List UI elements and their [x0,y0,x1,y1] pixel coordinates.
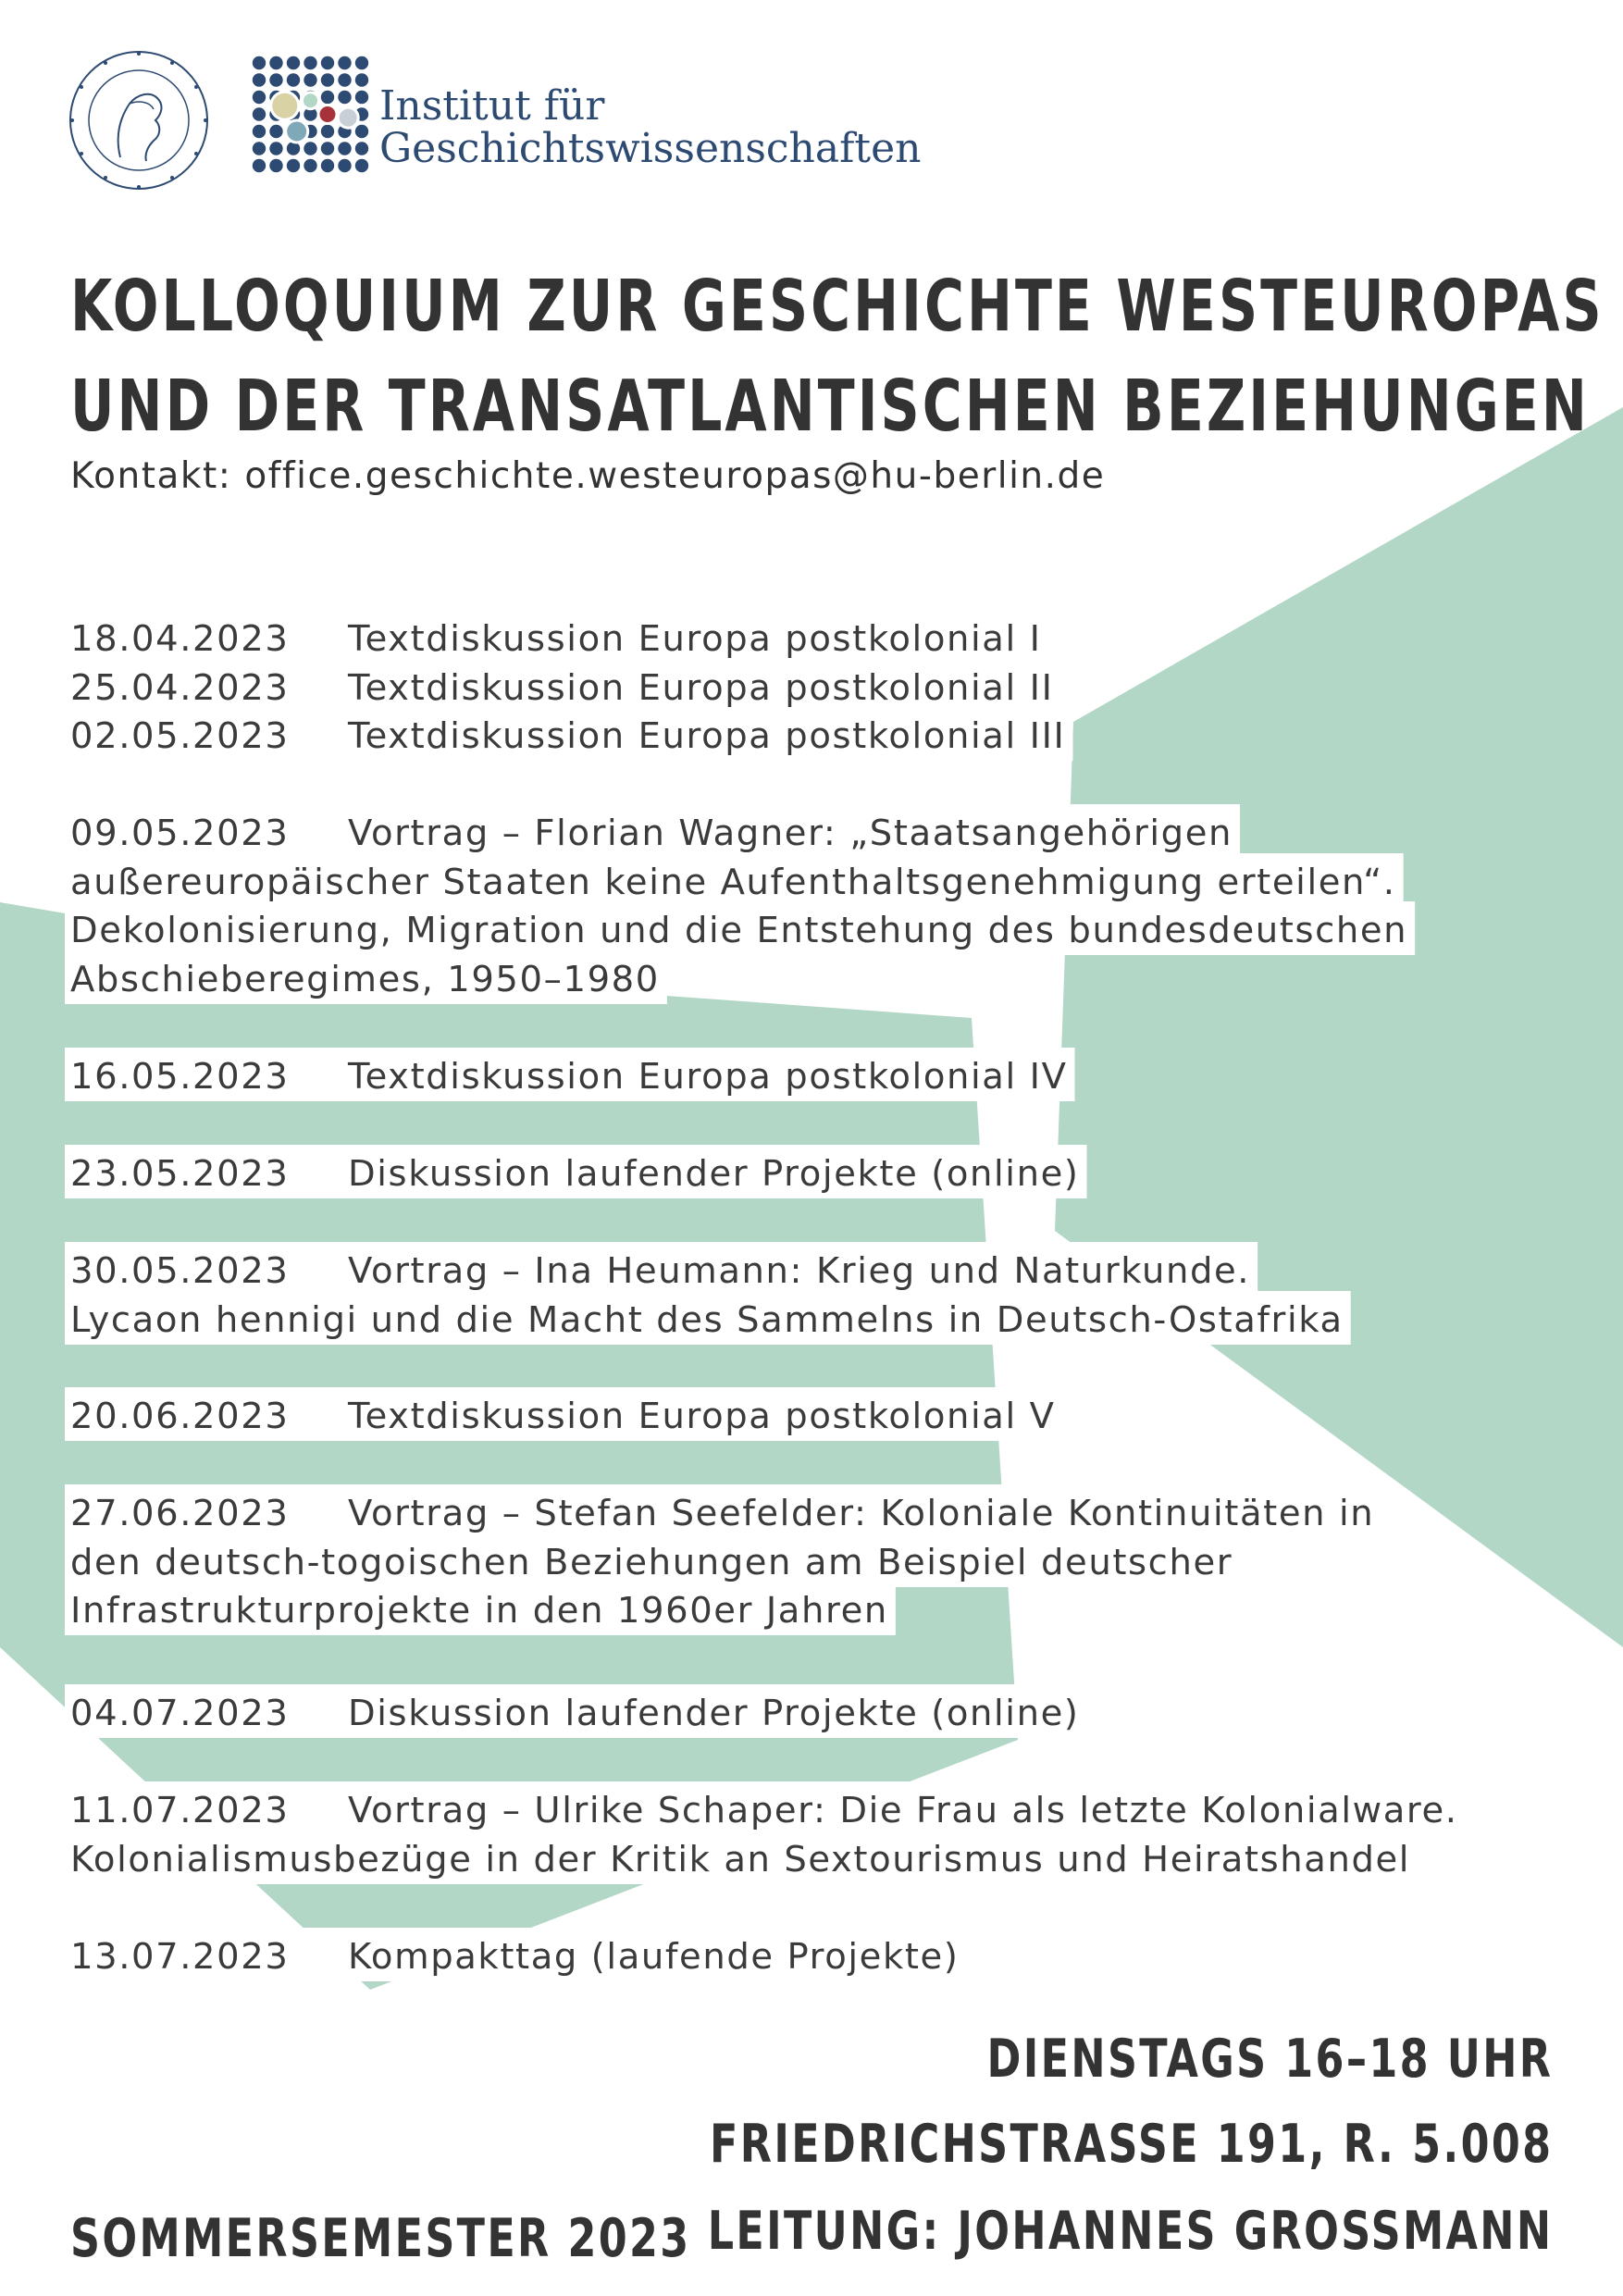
event-row-continuation [70,1539,1233,1588]
logo-accent-dot [286,120,308,143]
event-row [70,810,1233,859]
logo-dot [269,125,282,138]
event-row [70,1787,1458,1836]
logo-dot [304,73,316,86]
event-text: Vortrag – Stefan Seefelder: Koloniale Kontinuitäten in [348,1493,1375,1534]
event-text: Abschieberegimes, 1950–1980 [70,958,660,1000]
event-date: 20.06.2023 [70,1396,290,1437]
logo-dot [304,159,316,172]
event-text: Textdiskussion Europa postkolonial I [348,618,1042,660]
event-row [70,1393,1056,1442]
event-text: außereuropäischer Staaten keine Aufenthaltsgenehmigung erteilen“. [70,861,1396,903]
event-text: den deutsch-togoischen Beziehungen am Beispiel deutscher [70,1541,1233,1583]
logo-dot [287,73,300,86]
event-row [70,1490,1374,1539]
event-date: 23.05.2023 [70,1153,290,1195]
event-row [70,713,1065,762]
event-text: Infrastrukturprojekte in den 1960er Jahren [70,1590,888,1632]
logo-dot [269,56,282,69]
event-date: 04.07.2023 [70,1693,290,1734]
event-row-continuation [70,859,1396,908]
event-date: 27.06.2023 [70,1493,290,1534]
event-text: Diskussion laufender Projekte (online) [348,1693,1080,1734]
logo-dot [338,56,351,69]
logo-dot [253,91,266,104]
title-line-1: KOLLOQUIUM ZUR GESCHICHTE WESTEUROPAS [70,266,1604,348]
event-date: 02.05.2023 [70,715,290,757]
event-text: Kompakttag (laufende Projekte) [348,1936,960,1978]
institute-name-line2: Geschichtswissenschaften [379,125,922,172]
university-seal-logo [65,46,213,194]
logo-accent-dot [303,93,319,109]
logo-dot [321,159,334,172]
event-row [70,1690,1080,1739]
event-text: Vortrag – Ina Heumann: Krieg und Naturkunde. [348,1250,1251,1292]
logo-dot [253,125,266,138]
logo-dot [269,73,282,86]
event-row [70,1933,959,1982]
event-text: Lycaon hennigi und die Macht des Sammelns in Deutsch-Ostafrika [70,1298,1344,1341]
event-row [70,1247,1250,1297]
logo-dot [338,142,351,155]
event-text: Textdiskussion Europa postkolonial V [348,1396,1056,1437]
event-row-continuation [70,1587,888,1636]
footer-time: DIENSTAGS 16–18 UHR [986,2029,1553,2090]
logo-dot [321,142,334,155]
logo-dot [321,125,334,138]
logo-dot [287,159,300,172]
logo-dot [321,73,334,86]
logo-dot [287,56,300,69]
event-row-continuation [70,907,1407,956]
event-text: Diskussion laufender Projekte (online) [348,1153,1080,1195]
institute-dots-logo [250,54,372,176]
contact-line: Kontakt: office.geschichte.westeuropas@hu-berlin.de [70,455,1106,497]
logo-dot [287,142,300,155]
title-line-2: UND DER TRANSATLANTISCHEN BEZIEHUNGEN [70,366,1590,448]
logo-dot [269,142,282,155]
institute-name [379,82,922,172]
logo-accent-dot [318,105,337,124]
logo-dot [338,159,351,172]
event-date: 13.07.2023 [70,1936,290,1978]
event-row-continuation [70,956,660,1005]
logo-dot [355,91,368,104]
event-row [70,1150,1080,1199]
footer-location: FRIEDRICHSTRASSE 191, R. 5.008 [709,2114,1553,2175]
event-row-continuation [70,1836,1410,1885]
event-row-continuation [70,1297,1344,1346]
event-date: 16.05.2023 [70,1056,290,1098]
logo-dot [269,159,282,172]
event-text: Textdiskussion Europa postkolonial IV [348,1056,1068,1098]
logo-dot [253,73,266,86]
event-date: 09.05.2023 [70,813,290,854]
logo-dot [321,91,334,104]
logo-dot [355,125,368,138]
event-text: Kolonialismusbezüge in der Kritik an Sextourismus und Heiratshandel [70,1838,1411,1880]
event-row [70,664,1054,714]
logo-dot [253,56,266,69]
logo-dot [355,159,368,172]
logo-dot [355,73,368,86]
logo-dot [304,56,316,69]
event-date: 18.04.2023 [70,618,290,660]
event-row [70,1053,1068,1102]
logo-dot [355,142,368,155]
logo-dot [253,159,266,172]
logo-dot [253,107,266,120]
event-date: 25.04.2023 [70,667,290,709]
event-text: Textdiskussion Europa postkolonial II [348,667,1054,709]
logo-dot [321,56,334,69]
logo-accent-dot [338,107,358,128]
logo-dot [338,73,351,86]
logo-dot [338,91,351,104]
event-text: Vortrag – Florian Wagner: „Staatsangehörigen [348,813,1233,854]
logo-accent-dot [271,92,299,119]
event-date: 30.05.2023 [70,1250,290,1292]
event-date: 11.07.2023 [70,1790,290,1831]
logo-dot [304,142,316,155]
institute-name-line1: Institut für [379,82,605,130]
event-row [70,615,1042,664]
event-text: Dekolonisierung, Migration und die Entstehung des bundesdeutschen [70,910,1408,951]
logo-dot [355,56,368,69]
footer-leader: LEITUNG: JOHANNES GROSSMANN [707,2201,1553,2262]
logo-dot [253,142,266,155]
event-text: Textdiskussion Europa postkolonial III [348,715,1066,757]
footer-semester: SOMMERSEMESTER 2023 [70,2208,691,2269]
event-text: Vortrag – Ulrike Schaper: Die Frau als letzte Kolonialware. [348,1790,1458,1831]
green-shape-right [1055,407,1623,1647]
page-title [70,257,1604,457]
